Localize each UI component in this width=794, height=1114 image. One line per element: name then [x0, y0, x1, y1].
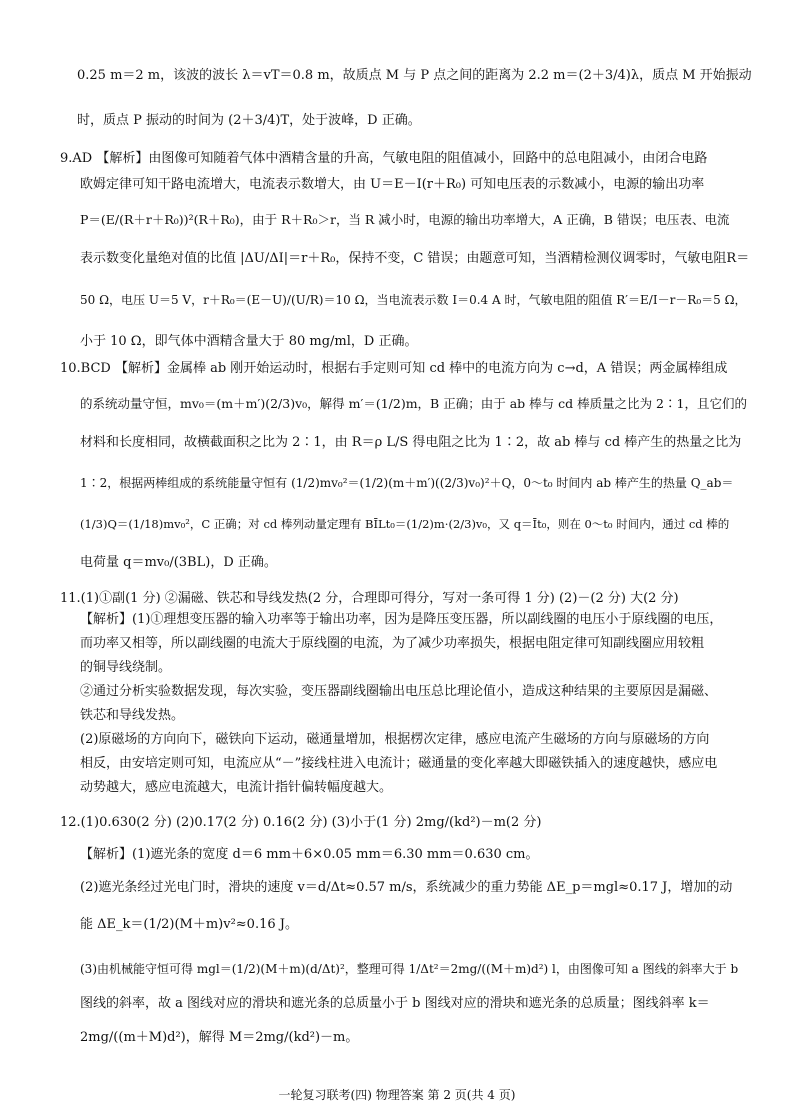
text-line: 小于 10 Ω，即气体中酒精含量大于 80 mg/ml，D 正确。: [80, 334, 418, 349]
text-line: (1/3)Q＝(1/18)mv₀²，C 正确；对 cd 棒列动量定理有 BĪLt₀＝(1/2)m·(2/3)v₀，又 q＝Īt₀，则在 0～t₀ 时间内，通过 cd 棒的: [80, 517, 730, 531]
text-line: 50 Ω，电压 U＝5 V，r＋R₀＝(E－U)/(U/R)＝10 Ω，当电流表示数 I＝0.4 A 时，气敏电阻的阻值 R′＝E/I－r－R₀＝5 Ω，: [80, 293, 747, 307]
text-line: 欧姆定律可知干路电流增大，电流表示数增大，由 U＝E－I(r＋R₀) 可知电压表的示数减小，电源的输出功率: [80, 177, 705, 192]
text-line: (2)遮光条经过光电门时，滑块的速度 v＝d/Δt≈0.57 m/s，系统减少的重力势能 ΔE_p＝mgl≈0.17 J，增加的动: [80, 880, 733, 895]
text-line: 12.(1)0.630(2 分) (2)0.17(2 分) 0.16(2 分) (3)小于(1 分) 2mg/(kd²)－m(2 分): [60, 815, 542, 830]
text-line: 表示数变化量绝对值的比值 |ΔU/ΔI|＝r＋R₀，保持不变，C 错误；由题意可知，当酒精检测仪调零时，气敏电阻R＝: [80, 251, 750, 266]
text-line: 【解析】(1)①理想变压器的输入功率等于输出功率，因为是降压变压器，所以副线圈的电压小于原线圈的电压，: [80, 612, 723, 627]
text-line: 能 ΔE_k＝(1/2)(M＋m)v²≈0.16 J。: [80, 917, 298, 932]
text-line: 时，质点 P 振动的时间为 (2＋3/4)T，处于波峰，D 正确。: [77, 113, 421, 128]
text-line: 的系统动量守恒，mv₀＝(m＋m′)(2/3)v₀，解得 m′＝(1/2)m，B 正确；由于 ab 棒与 cd 棒质量之比为 2∶1，且它们的: [80, 396, 747, 411]
text-line: 动势越大，感应电流越大，电流计指针偏转幅度越大。: [80, 780, 393, 795]
text-line: P＝(E/(R＋r＋R₀))²(R＋R₀)，由于 R＋R₀＞r，当 R 减小时，电源的输出功率增大，A 正确，B 错误；电压表、电流: [80, 212, 730, 227]
text-line: 11.(1)①副(1 分) ②漏磁、铁芯和导线发热(2 分，合理即可得分，写对一条可得 1 分) (2)－(2 分) 大(2 分): [60, 591, 679, 606]
text-line: 【解析】(1)遮光条的宽度 d＝6 mm＋6×0.05 mm＝6.30 mm＝0.630 cm。: [80, 847, 539, 862]
text-line: 电荷量 q＝mv₀/(3BL)，D 正确。: [80, 555, 277, 570]
text-line: (2)原磁场的方向向下，磁铁向下运动，磁通量增加，根据楞次定律，感应电流产生磁场的方向与原磁场的方向: [80, 732, 710, 747]
page-footer: 一轮复习联考(四) 物理答案 第 2 页(共 4 页): [278, 1088, 516, 1102]
text-line: 相反，由安培定则可知，电流应从“－”接线柱进入电流计；磁通量的变化率越大即磁铁插入的速度越快，感应电: [80, 756, 718, 771]
text-line: ②通过分析实验数据发现，每次实验，变压器副线圈输出电压总比理论值小，造成这种结果的主要原因是漏磁、: [80, 684, 718, 699]
text-line: 0.25 m＝2 m，该波的波长 λ＝vT＝0.8 m，故质点 M 与 P 点之间的距离为 2.2 m＝(2＋3/4)λ，质点 M 开始振动: [77, 68, 752, 83]
text-line: 10.BCD 【解析】金属棒 ab 刚开始运动时，根据右手定则可知 cd 棒中的电流方向为 c→d，A 错误；两金属棒组成: [60, 361, 728, 376]
text-line: 1∶2，根据两棒组成的系统能量守恒有 (1/2)mv₀²＝(1/2)(m＋m′)((2/3)v₀)²＋Q，0～t₀ 时间内 ab 棒产生的热量 Q_ab＝: [80, 476, 734, 490]
text-line: 材料和长度相同，故横截面积之比为 2∶1，由 R＝ρ L/S 得电阻之比为 1∶2，故 ab 棒与 cd 棒产生的热量之比为: [80, 435, 742, 450]
text-line: 图线的斜率，故 a 图线对应的滑块和遮光条的总质量小于 b 图线对应的滑块和遮光条的总质量；图线斜率 k＝: [80, 996, 710, 1011]
text-line: 9.AD 【解析】由图像可知随着气体中酒精含量的升高，气敏电阻的阻值减小，回路中的总电阻减小，由闭合电路: [60, 151, 708, 166]
text-line: 的铜导线绕制。: [80, 660, 172, 675]
text-line: (3)由机械能守恒可得 mgl＝(1/2)(M＋m)(d/Δt)²，整理可得 1/Δt²＝2mg/((M＋m)d²) l，由图像可知 a 图线的斜率大于 b: [80, 962, 739, 976]
text-line: 2mg/((m＋M)d²)，解得 M＝2mg/(kd²)－m。: [80, 1030, 359, 1045]
text-line: 铁芯和导线发热。: [80, 708, 185, 723]
text-line: 而功率又相等，所以副线圈的电流大于原线圈的电流，为了减少功率损失，根据电阻定律可知副线圈应用较粗: [80, 636, 705, 651]
